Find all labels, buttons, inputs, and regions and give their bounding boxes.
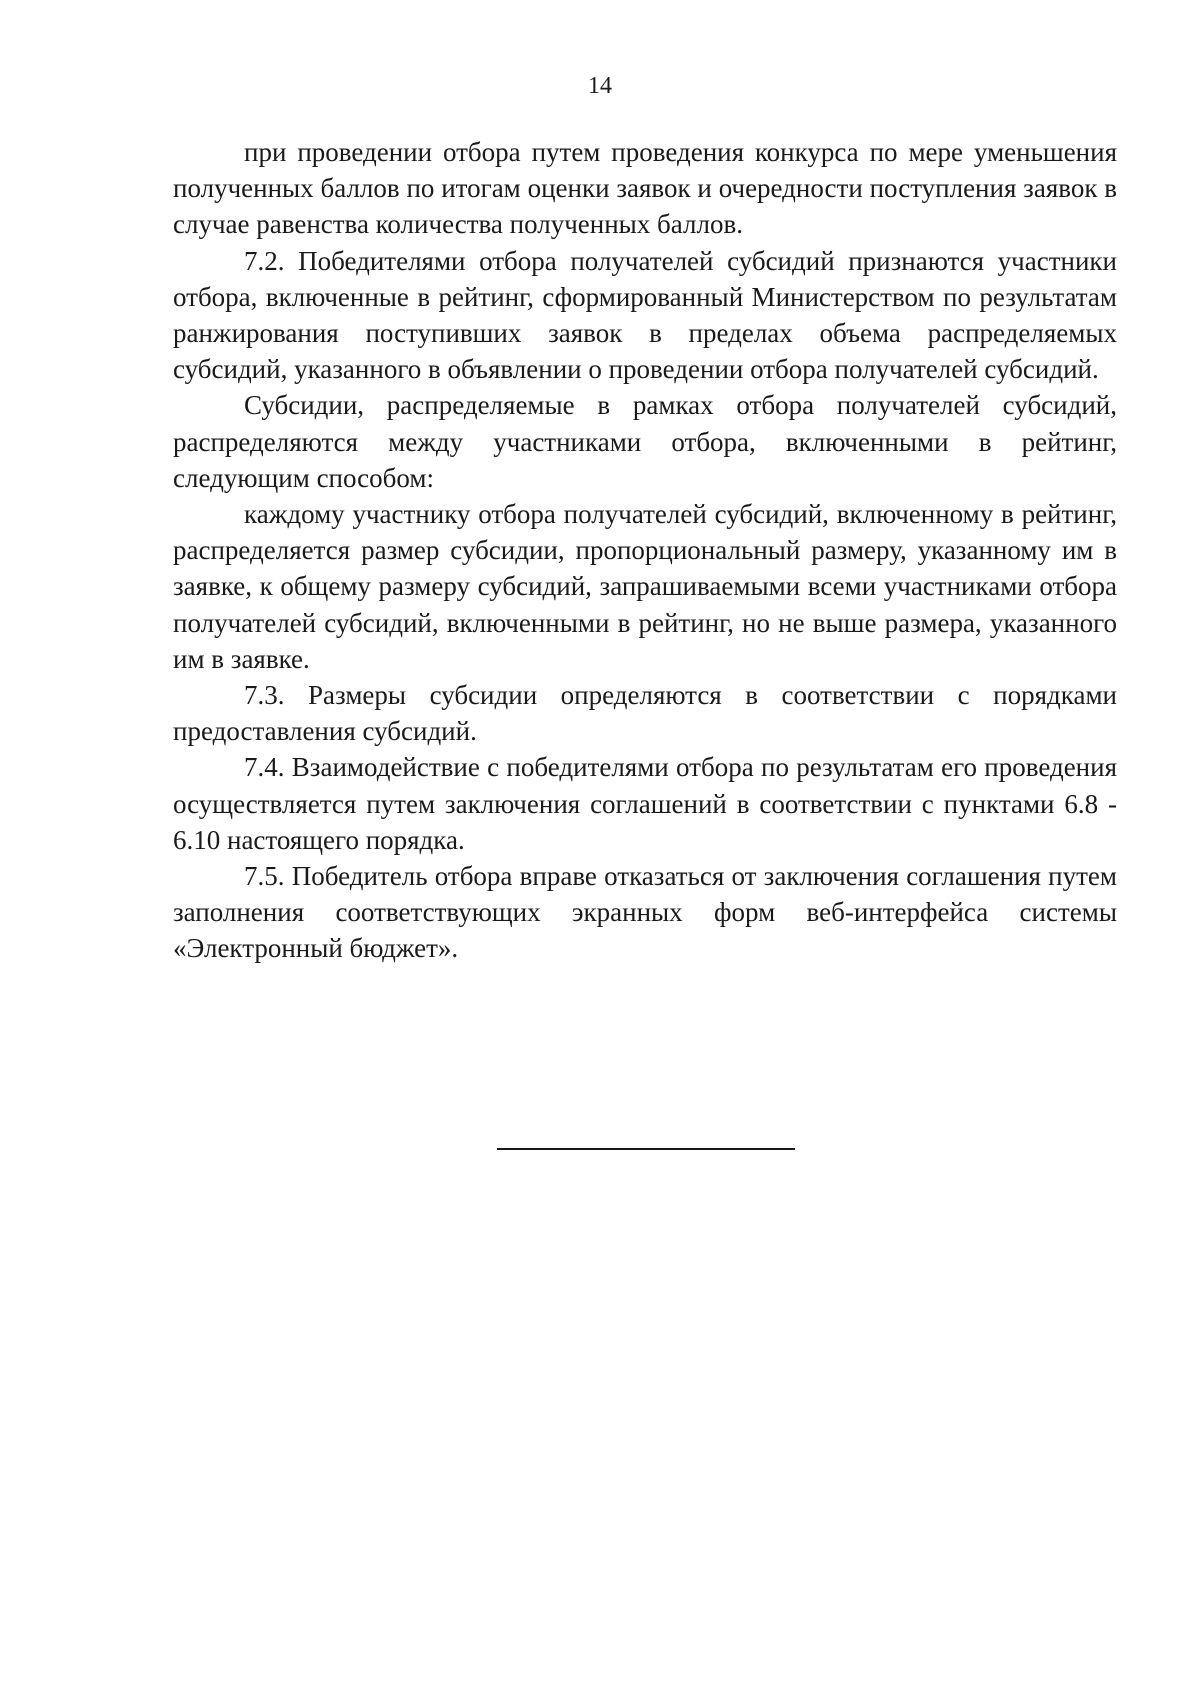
paragraph-7-5: 7.5. Победитель отбора вправе отказаться от заключения соглашения путем заполнения соответствующих экранных форм веб-интерфейса системы «Электронный бюджет». xyxy=(173,861,1117,964)
paragraph-subsidies-distribution: Субсидии, распределяемые в рамках отбора получателей субсидий, распределяются между участниками отбора, включенными в рейтинг, следующим способом: xyxy=(173,390,1117,493)
paragraph-7-4: 7.4. Взаимодействие с победителями отбора по результатам его проведения осуществляется путем заключения соглашений в соответствии с пунктами 6.8 - 6.10 настоящего порядка. xyxy=(173,752,1117,855)
page-number: 14 xyxy=(588,73,612,99)
paragraph-7-2: 7.2. Победителями отбора получателей субсидий признаются участники отбора, включенные в рейтинг, сформированный Министерством по результатам ранжирования поступивших заявок в пределах объема распределяемых субсидий, указанного в объявлении о проведении отбора получателей субсидий. xyxy=(173,245,1117,385)
end-of-document-rule xyxy=(497,1148,795,1150)
paragraph-distribution-method: каждому участнику отбора получателей субсидий, включенному в рейтинг, распределяется размер субсидии, пропорциональный размеру, указанному им в заявке, к общему размеру субсидий, запрашиваемыми всеми участниками отбора получателей субсидий, включенными в рейтинг, но не выше размера, указанного им в заявке. xyxy=(173,499,1117,674)
document-body xyxy=(173,134,1117,967)
paragraph-7-3: 7.3. Размеры субсидии определяются в соответствии с порядками предоставления субсидий. xyxy=(173,680,1117,747)
paragraph-continuation: при проведении отбора путем проведения конкурса по мере уменьшения полученных баллов по итогам оценки заявок и очередности поступления заявок в случае равенства количества полученных баллов. xyxy=(173,137,1117,240)
